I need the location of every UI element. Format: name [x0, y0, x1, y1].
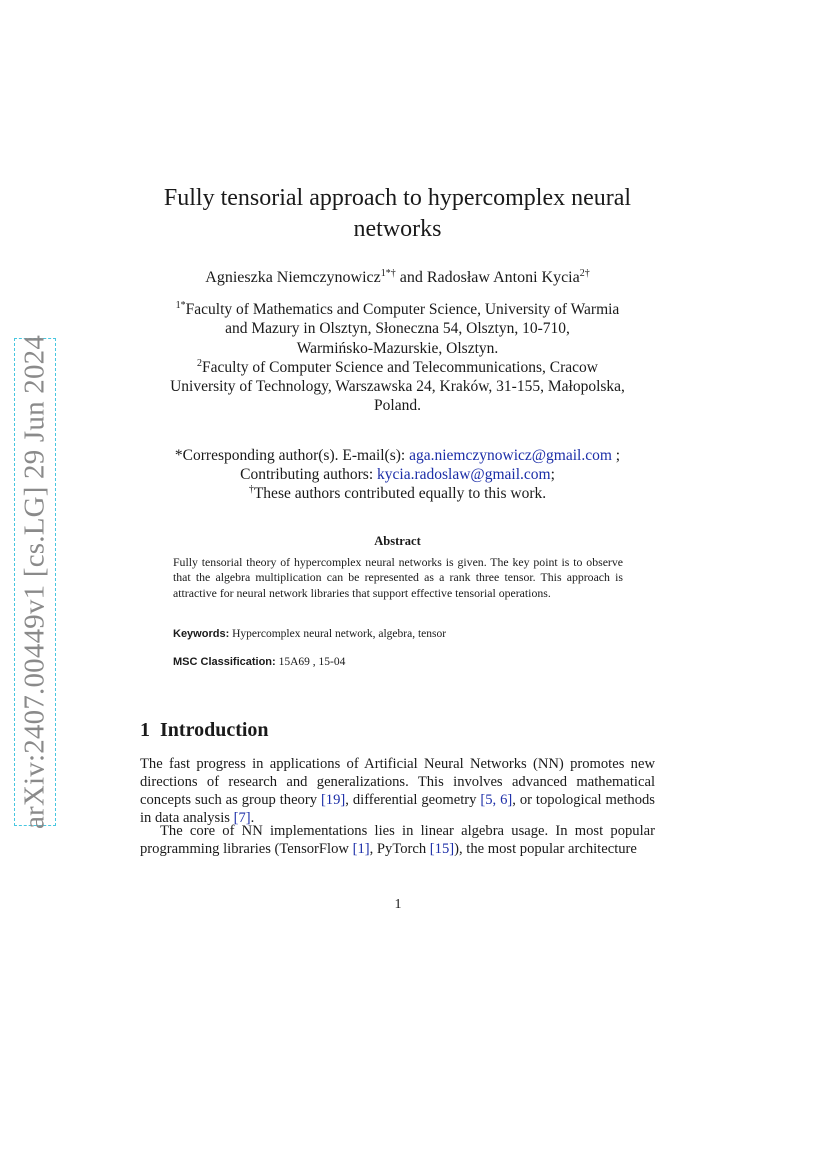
paragraph-text: , or topological methods in data analysis	[140, 792, 655, 826]
paragraph-text: The fast progress in applications of Artificial Neural Networks (NN) promotes new directions of research and generalizations. This involves advanced mathematical concepts such as group theory	[140, 756, 655, 808]
author-superscript: 1*†	[380, 268, 396, 279]
punctuation: ;	[550, 466, 555, 483]
contributing-email-link[interactable]: kycia.radoslaw@gmail.com	[377, 466, 551, 483]
citation-link[interactable]: [5, 6]	[480, 792, 513, 808]
punctuation: ;	[611, 447, 621, 464]
author-name: Agnieszka Niemczynowicz	[205, 269, 381, 286]
title-line-1: Fully tensorial approach to hypercomplex neural	[163, 185, 632, 211]
paragraph-text: , differential geometry	[345, 792, 481, 808]
affiliation-line: Poland.	[374, 397, 421, 415]
corresponding-label: *Corresponding author(s). E-mail(s):	[174, 447, 410, 464]
msc-classification	[173, 656, 633, 668]
keywords-label: Keywords:	[173, 628, 230, 640]
section-heading	[140, 719, 269, 742]
correspondence	[140, 446, 655, 503]
equal-contribution-note: These authors contributed equally to this work.	[253, 485, 547, 502]
title-line-2: networks	[353, 216, 442, 242]
paragraph-text: , PyTorch	[369, 841, 430, 857]
author-conjunction: and	[395, 269, 427, 286]
citation-link[interactable]: [1]	[352, 841, 370, 857]
paper-title	[140, 183, 655, 245]
abstract-text: Fully tensorial theory of hypercomplex neural networks is given. The key point is to observe that the algebra multiplication can be represented as a rank three tensor. This approach is attractive for neural network libraries that support effective tensorial operations.	[173, 555, 623, 600]
affiliation-line: Faculty of Mathematics and Computer Science, University of Warmia	[185, 301, 620, 318]
affiliations	[150, 300, 645, 416]
section-title: Introduction	[160, 719, 269, 741]
affiliation-marker: 2	[197, 357, 203, 369]
keywords-text: Hypercomplex neural network, algebra, tensor	[229, 628, 447, 640]
author-name: Radosław Antoni Kycia	[426, 269, 580, 286]
msc-text: 15A69 , 15-04	[275, 656, 346, 668]
abstract-heading: Abstract	[374, 534, 421, 548]
intro-paragraph-1	[140, 755, 655, 827]
paragraph-text: ), the most popular architecture	[454, 841, 637, 857]
keywords	[173, 628, 633, 640]
msc-label: MSC Classification:	[173, 656, 276, 668]
affiliation-line: and Mazury in Olsztyn, Słoneczna 54, Olsztyn, 10-710,	[225, 320, 570, 338]
author-superscript: 2†	[579, 268, 590, 279]
paragraph-text: The core of NN implementations lies in linear algebra usage. In most popular programming libraries (TensorFlow	[140, 823, 655, 857]
intro-paragraph-2	[140, 822, 655, 858]
contributing-label: Contributing authors:	[240, 466, 378, 483]
citation-link[interactable]: [7]	[233, 810, 251, 826]
affiliation-line: Warmińsko-Mazurskie, Olsztyn.	[296, 339, 499, 357]
affiliation-line: Faculty of Computer Science and Telecommunications, Cracow	[202, 358, 598, 376]
paragraph-text: .	[250, 810, 255, 826]
equal-contribution-marker: †	[248, 484, 254, 495]
corresponding-email-link[interactable]: aga.niemczynowicz@gmail.com	[409, 447, 612, 464]
affiliation-marker: 1*	[175, 300, 186, 311]
affiliation-line: University of Technology, Warszawska 24, Kraków, 31-155, Małopolska,	[170, 378, 625, 396]
citation-link[interactable]: [15]	[429, 841, 455, 857]
arxiv-stamp-text[interactable]: arXiv:2407.00449v1 [cs.LG] 29 Jun 2024	[18, 334, 51, 830]
author-list	[140, 268, 655, 288]
citation-link[interactable]: [19]	[320, 792, 346, 808]
section-number: 1	[140, 719, 150, 741]
page-number: 1	[394, 897, 402, 912]
